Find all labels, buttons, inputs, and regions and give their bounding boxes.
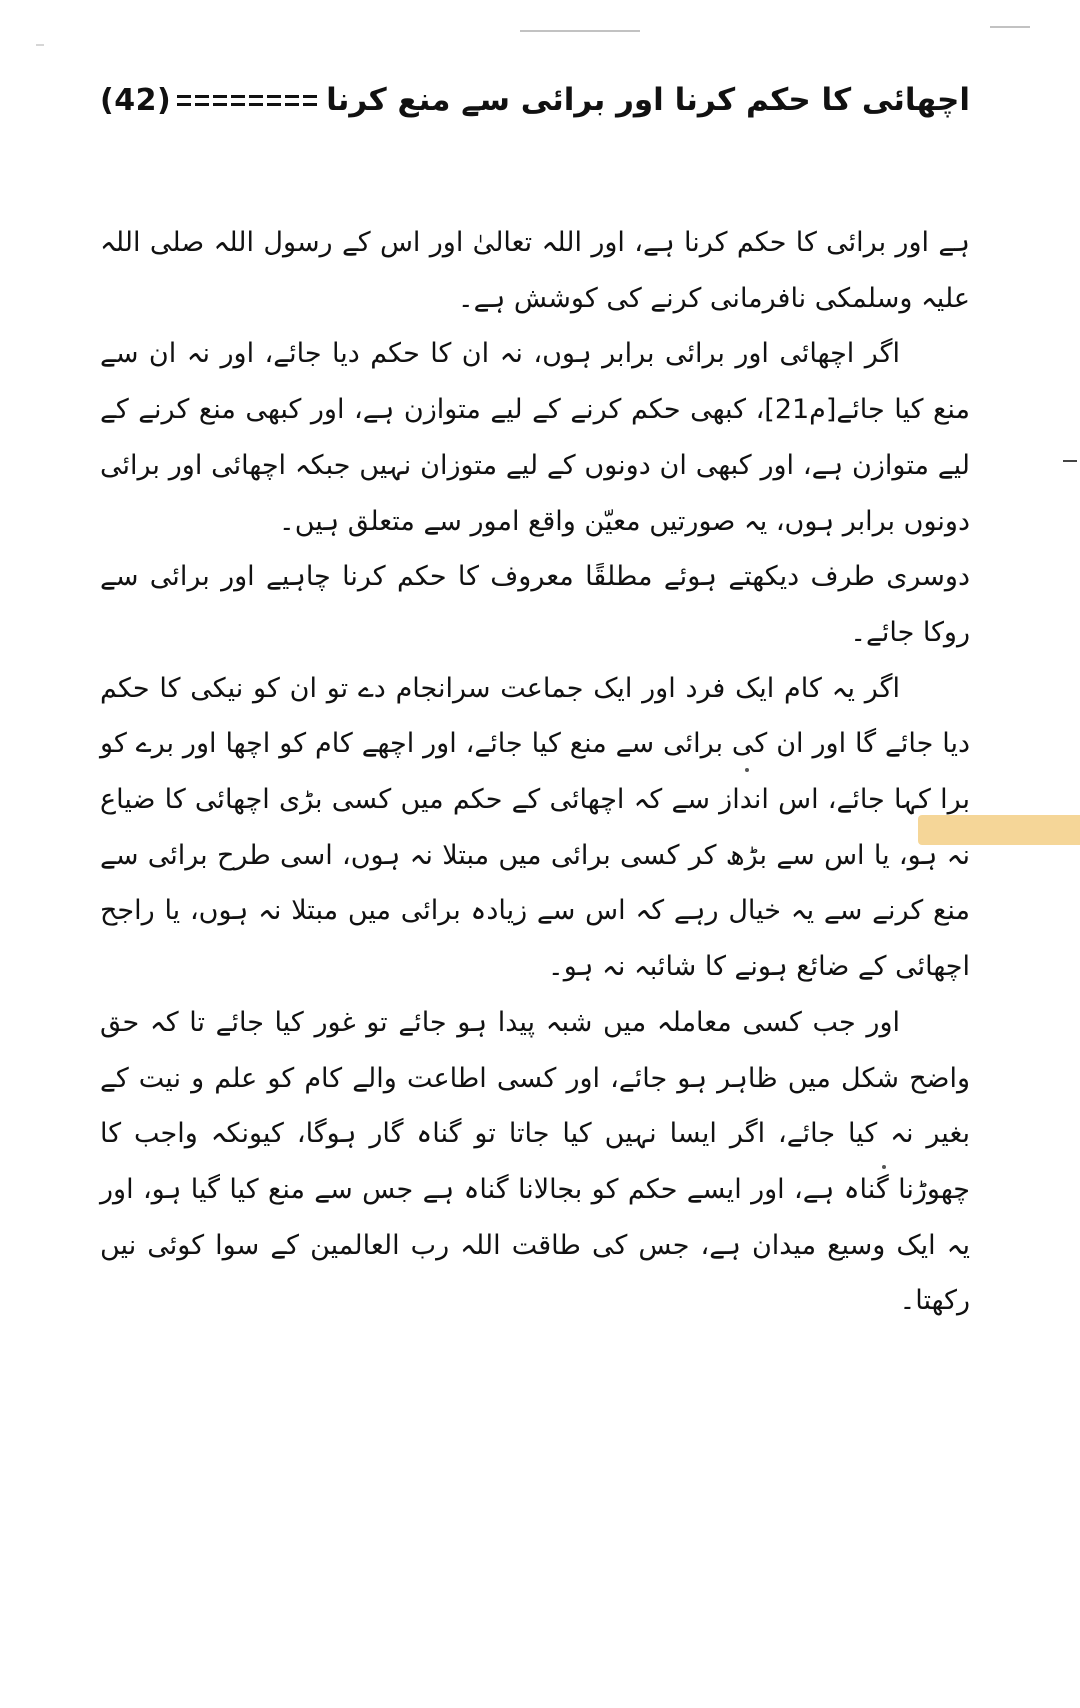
page-number: (42) <box>100 82 172 118</box>
scan-artifact <box>990 26 1030 28</box>
scan-artifact <box>520 30 640 32</box>
body-text <box>100 215 970 1329</box>
paragraph: اور جب کسی معاملہ میں شبہ پیدا ہو جائے تو غور کیا جائے تا کہ حق واضح شکل میں ظاہر ہو جائے، اور کسی اطاعت والے کام کو علم و نیت کے بغیر نہ کیا جائے، اگر ایسا نہیں کیا جاتا تو گناہ گار ہوگا، کیونکہ واجب کا چھوڑنا گناہ ہے، اور ایسے حکم کو بجالانا گناہ ہے جس سے منع کیا گیا ہو، اور یہ ایک وسیع میدان ہے، جس کی طاقت اللہ رب العالمین کے سوا کوئی نیں رکھتا۔ <box>100 1006 970 1317</box>
header-dashed-rule <box>177 89 320 111</box>
margin-mark <box>1063 460 1077 462</box>
chapter-title: اچھائی کا حکم کرنا اور برائی سے منع کرنا <box>326 82 970 118</box>
paragraph: اگر یہ کام ایک فرد اور ایک جماعت سرانجام دے تو ان کو نیکی کا حکم دیا جائے گا اور ان کی برائی سے منع کیا جائے، اور اچھے کام کو اچھا اور برے کو برا کہا جائے، اس انداز سے کہ اچھائی کے حکم میں کسی بڑی اچھائی کا ضیاع نہ ہو، یا اس سے بڑھ کر کسی برائی میں مبتلا نہ ہوں، اسی طرح برائی سے منع کرنے سے یہ خیال رہے کہ اس سے زیادہ برائی میں مبتلا نہ ہوں، یا راجح اچھائی کے ضائع ہونے کا شائبہ نہ ہو۔ <box>100 672 970 983</box>
paragraph: ہے اور برائی کا حکم کرنا ہے، اور اللہ تعالیٰ اور اس کے رسول اللہ صلی اللہ علیہ وسلمکی نافرمانی کرنے کی کوشش ہے۔ <box>100 227 970 314</box>
running-header <box>100 70 970 130</box>
paragraph: اگر اچھائی اور برائی برابر ہوں، نہ ان کا حکم دیا جائے، اور نہ ان سے منع کیا جائے[م21]، کبھی حکم کرنے کے لیے متوازن ہے، اور کبھی منع کرنے کے لیے متوازن ہے، اور کبھی ان دونوں کے لیے متوزان نہیں جبکہ اچھائی اور برائی دونوں برابر ہوں، یہ صورتیں معیّن واقع امور سے متعلق ہیں۔ <box>100 338 970 537</box>
scan-artifact <box>36 44 44 46</box>
paragraph: دوسری طرف دیکھتے ہوئے مطلقًا معروف کا حکم کرنا چاہیے اور برائی سے روکا جائے۔ <box>100 561 970 648</box>
